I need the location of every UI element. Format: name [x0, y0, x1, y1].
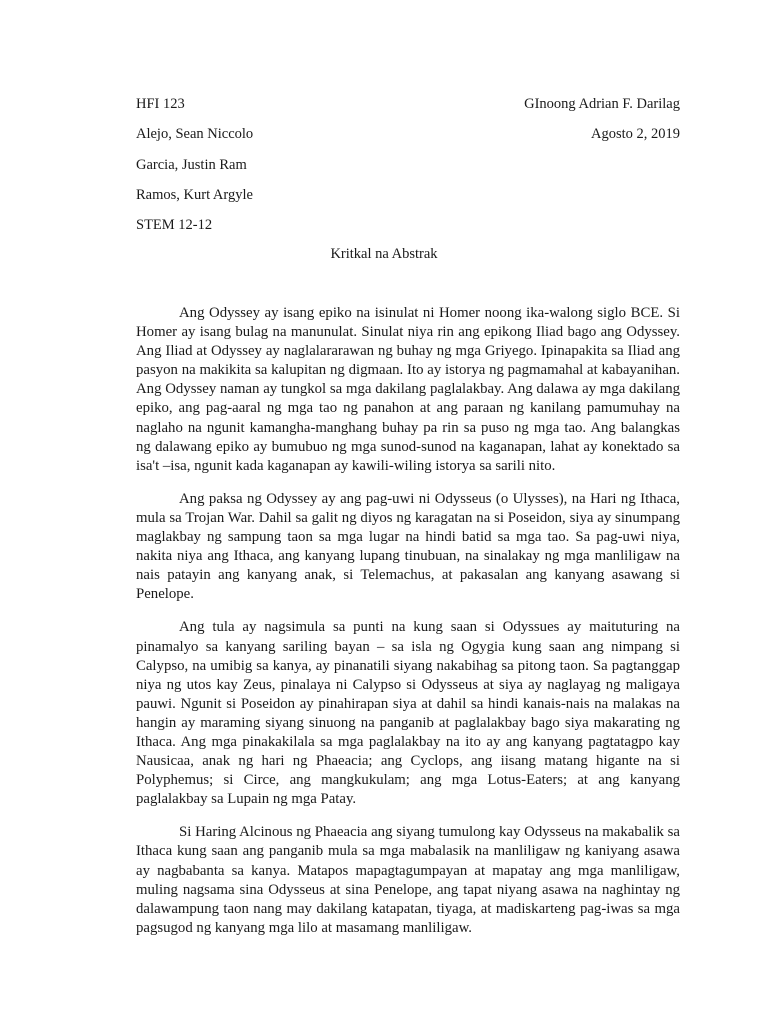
document-body: [136, 304, 680, 952]
teacher-name: GInoong Adrian F. Darilag: [524, 96, 680, 112]
author-name: Garcia, Justin Ram: [136, 157, 247, 173]
header-row-5: [136, 216, 680, 234]
document-title: Kritkal na Abstrak: [330, 246, 438, 262]
header-row-4: [136, 186, 680, 204]
paragraph: Ang Odyssey ay isang epiko na isinulat ni Homer noong ika-walong siglo BCE. Si Homer ay isang bulag na manunulat. Sinulat niya rin ang epikong Iliad bago ang Odyssey. Ang Iliad at Odyssey ay naglalararawan ng buhay ng mga Griyego. Ipinapakita sa Iliad ang pasyon na makikita sa kalupitan ng digmaan. Ito ay istorya ng pagmamahal at kabayanihan. Ang Odyssey naman ay tungkol sa mga dakilang paglalakbay. Ang dalawa ay mga dakilang epiko, ang pag-aaral ng mga tao ng panahon at ang paraan ng kanilang pamumuhay na naglaho na ngunit kamangha-manghang buhay pa rin sa puso ng mga tao. Ang balangkas ng dalawang epiko ay bumubuo ng mga sunod-sunod na kaganapan, lahat ay konektado sa isa't –isa, ngunit kada kaganapan ay kawili-wiling istorya sa sarili nito.: [136, 305, 680, 474]
header-row-3: [136, 156, 680, 174]
author-name: Alejo, Sean Niccolo: [136, 126, 254, 142]
document-date: Agosto 2, 2019: [590, 126, 680, 142]
course-code: HFI 123: [136, 96, 185, 112]
paragraph: Ang tula ay nagsimula sa punti na kung saan si Odyssues ay maituturing na pinamalyo sa kanyang sariling bayan – sa isla ng Ogygia kung saan ang nimpang si Calypso, na umibig sa kanya, ay pinanatili siyang nakabihag sa pitong taon. Sa pagtanggap niya ng utos kay Zeus, pinalaya ni Calypso si Odysseus at siya ay naglayag ng maligaya pauwi. Ngunit si Poseidon ay pinahirapan siya at dahil sa hindi kanais-nais na malakas na hangin ay maraming siyang sinuong na panganib at paglalakbay bago siya makarating ng Ithaca. Ang mga pinakakilala sa mga paglalakbay na ito ay ang kanyang pagtatagpo kay Nausicaa, anak ng hari ng Phaeacia; ang Cyclops, ang iisang matang higante na si Polyphemus; si Circe, ang mangkukulam; ang mga Lotus-Eaters; at ang kanyang paglalakbay sa Lupain ng mga Patay.: [136, 619, 680, 808]
paragraph: Ang paksa ng Odyssey ay ang pag-uwi ni Odysseus (o Ulysses), na Hari ng Ithaca, mula sa Trojan War. Dahil sa galit ng diyos ng karagatan na si Poseidon, siya ay sinumpang maglakbay ng sampung taon sa mga lugar na hindi batid sa mga tao. Sa pag-uwi niya, nakita niya ang Ithaca, ang kanyang lupang tinubuan, na sinalakay ng mga manliligaw na nais patayin ang kanyang anak, si Telemachus, at pakasalan ang kanyang asawang si Penelope.: [136, 490, 680, 603]
paragraph: Si Haring Alcinous ng Phaeacia ang siyang tumulong kay Odysseus na makabalik sa Ithaca kung saan ang panganib mula sa mga mabalasik na manliligaw ng kaniyang asawa ay nagbabanta sa kanya. Matapos mapagtagumpayan at mapatay ang mga manliligaw, muling nagsama sina Odysseus at sina Penelope, ang tapat niyang asawa na naghintay ng dalawampung taon nang may dakilang katapatan, tiyaga, at madiskarteng pag-iwas sa mga pagsugod ng kanyang mga lilo at masamang manliligaw.: [136, 824, 680, 936]
author-name: Ramos, Kurt Argyle: [136, 187, 253, 203]
section-label: STEM 12-12: [136, 217, 213, 233]
header-row-2: [136, 125, 680, 143]
header-row-1: [136, 95, 680, 113]
